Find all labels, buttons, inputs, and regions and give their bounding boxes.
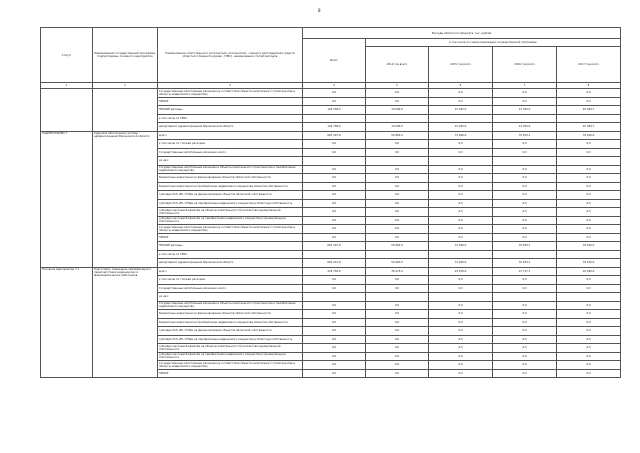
year-value-cell: 0,0 [557,148,621,157]
expense-name-cell: НИОКР [158,233,303,242]
year-value-cell: 0,0 [429,352,493,361]
total-value-cell: 0,0 [303,165,366,174]
year-value-cell: 0,0 [493,199,557,208]
expense-name-cell: Бюджетные инвестиции на финансирование объектов областной собственности [158,174,303,183]
year-value-cell: 0,0 [429,165,493,174]
year-value-cell: 0,0 [557,182,621,191]
expense-name-cell: Государственные капитальные вложения (в соответствии объекта капитального строительства в объекты недвижимого имущества) [158,225,303,234]
total-value-cell: 0,0 [303,276,366,285]
year-value-cell: 0,0 [493,174,557,183]
total-value-cell: 0,0 [303,233,366,242]
year-value-cell: 0,0 [493,225,557,234]
year-value-cell [366,250,429,259]
column-number: 5 [366,83,429,89]
table-row [41,131,621,140]
header-total: Всего [303,39,366,83]
year-value-cell: 0,0 [557,276,621,285]
year-value-cell: 76 879,1 [493,131,557,140]
year-value-cell: 0,0 [557,301,621,310]
year-value-cell: 0,0 [429,327,493,336]
year-value-cell: 0,0 [429,225,493,234]
expense-name-cell: Государственные капитальные вложения в объекты капитального строительства и приобретение недвижимого имущества [158,165,303,174]
total-value-cell [303,157,366,166]
year-value-cell: 0,0 [366,233,429,242]
year-value-cell: 0,0 [557,344,621,353]
expense-name-cell: Государственные капитальные вложения в объекты капитального строительства и приобретение недвижимого имущества [158,301,303,310]
year-value-cell: 0,0 [493,335,557,344]
expense-name-cell: НИОКР [158,97,303,106]
table-row [41,267,621,276]
year-value-cell: 0,0 [429,140,493,149]
expense-name-cell: в том числе по статьям расходов: [158,140,303,149]
expense-name-cell: в том числе по ГРБС: [158,250,303,259]
year-value-cell: 0,0 [366,199,429,208]
year-value-cell [366,114,429,123]
year-value-cell: 0,0 [366,148,429,157]
year-value-cell: 0,0 [366,335,429,344]
expense-name-cell: Бюджетные инвестиции на приобретение недвижимого имущества объектов собственности [158,182,303,191]
year-value-cell: 0,0 [557,165,621,174]
status-cell: ПОДПРОГРАММА 7 [41,131,93,267]
expense-name-cell: субсидии местным бюджетам на приобретение недвижимого имущества в муниципальную собственность [158,216,303,225]
year-value-cell: 0,0 [493,165,557,174]
year-value-cell: 0,0 [366,191,429,200]
expense-name-cell: всего [158,267,303,276]
year-value-cell: 0,0 [493,318,557,327]
expense-name-cell: Государственные капитальные вложения, всего [158,148,303,157]
year-value-cell: 0,0 [366,216,429,225]
year-value-cell: 72 926,0 [429,259,493,268]
year-value-cell: 22 878,0 [429,267,493,276]
year-value-cell: 78 106,0 [557,259,621,268]
expense-name-cell: субсидии ЮЛ, ИП, ГУПам на финансирование объектов областной собственности [158,191,303,200]
year-value-cell: 0,0 [429,344,493,353]
year-value-cell: 0,0 [493,233,557,242]
year-value-cell: 0,0 [429,284,493,293]
year-value-cell: 0,0 [366,97,429,106]
header-year: 2015 год всего [429,47,493,83]
status-cell: Основное мероприятие 7.1 [41,267,93,378]
expense-name-cell: Государственные капитальные вложения (в соответствии объекта капитального строительства в объекты недвижимого имущества) [158,361,303,370]
year-value-cell: 72 926,0 [429,242,493,251]
total-value-cell: 0,0 [303,310,366,319]
year-value-cell: 0,0 [557,361,621,370]
total-value-cell: 681 447,8 [303,242,366,251]
total-value-cell: 0,0 [303,225,366,234]
year-value-cell [493,250,557,259]
year-value-cell: 0,0 [366,301,429,310]
expense-name-cell: НИОКР [158,369,303,378]
table-row [41,89,621,98]
year-value-cell: 0,0 [366,276,429,285]
year-value-cell: 0,0 [366,165,429,174]
total-value-cell [303,293,366,302]
year-value-cell: 0,0 [557,335,621,344]
year-value-cell: 0,0 [493,89,557,98]
total-value-cell: 234 782,6 [303,267,366,276]
year-value-cell: 0,0 [493,276,557,285]
year-value-cell: 0,0 [429,89,493,98]
total-value-cell: 0,0 [303,318,366,327]
year-value-cell: 38 473,0 [366,267,429,276]
year-value-cell [493,293,557,302]
total-value-cell: 0,0 [303,344,366,353]
year-value-cell: 20 384,7 [557,123,621,132]
year-value-cell: 0,0 [493,216,557,225]
year-value-cell: 78 106,0 [557,242,621,251]
year-value-cell: 0,0 [366,284,429,293]
year-value-cell: 0,0 [493,310,557,319]
year-value-cell: 0,0 [429,233,493,242]
year-value-cell: 15 925,0 [429,106,493,115]
total-value-cell: 0,0 [303,174,366,183]
year-value-cell: 0,0 [366,352,429,361]
year-value-cell: 0,0 [557,97,621,106]
expense-name-cell: департамент здравоохранения Воронежской области [158,123,303,132]
year-value-cell: 0,0 [429,174,493,183]
expense-name-cell: Государственные капитальные вложения, всего [158,284,303,293]
year-value-cell: 0,0 [493,301,557,310]
expense-name-cell: из них: [158,157,303,166]
expense-name-cell: департамент здравоохранения Воронежской области [158,259,303,268]
expense-name-cell: в том числе по статьям расходов: [158,276,303,285]
expense-name-cell: Государственные капитальные вложения (в соответствии объекта капитального строительства в объекты недвижимого имущества) [158,89,303,98]
expense-name-cell: ПРОЧИЕ расходы [158,106,303,115]
year-value-cell: 0,0 [493,352,557,361]
year-value-cell: 0,0 [366,174,429,183]
year-value-cell: 0,0 [493,148,557,157]
year-value-cell: 0,0 [429,208,493,217]
total-value-cell: 0,0 [303,208,366,217]
year-value-cell: 0,0 [557,327,621,336]
year-value-cell: 13 350,0 [493,123,557,132]
year-value-cell: 0,0 [366,310,429,319]
expense-name-cell: ПРОЧИЕ расходы [158,242,303,251]
year-value-cell: 10 090,0 [366,106,429,115]
year-value-cell: 54 663,0 [366,131,429,140]
total-value-cell: 0,0 [303,199,366,208]
total-value-cell: 0,0 [303,97,366,106]
year-value-cell: 0,0 [429,361,493,370]
year-value-cell: 0,0 [429,335,493,344]
column-number: 2 [93,83,158,89]
expense-name-cell: субсидии местным бюджетам на приобретение недвижимого имущества в муниципальную собственность [158,352,303,361]
year-value-cell: 0,0 [493,344,557,353]
year-value-cell: 0,0 [366,318,429,327]
year-value-cell: 0,0 [366,225,429,234]
year-value-cell: 54 663,0 [366,242,429,251]
header-year: 2016 год всего [493,47,557,83]
year-value-cell [429,114,493,123]
year-value-cell: 0,0 [493,369,557,378]
total-value-cell: 0,0 [303,148,366,157]
year-value-cell [429,157,493,166]
year-value-cell: 16 948,0 [557,267,621,276]
year-value-cell: 0,0 [557,174,621,183]
year-value-cell [366,157,429,166]
header-year: 2014 год всего [366,47,429,83]
year-value-cell [366,293,429,302]
year-value-cell: 0,0 [366,361,429,370]
column-number: 6 [429,83,493,89]
year-value-cell: 0,0 [493,97,557,106]
year-value-cell: 0,0 [429,276,493,285]
year-value-cell: 76 879,1 [493,259,557,268]
year-value-cell: 13 717,7 [493,267,557,276]
expense-name-cell: всего [158,131,303,140]
year-value-cell: 0,0 [557,191,621,200]
year-value-cell: 0,0 [366,327,429,336]
year-value-cell: 0,0 [429,216,493,225]
total-value-cell: 0,0 [303,335,366,344]
year-value-cell: 72 926,0 [429,131,493,140]
year-value-cell: 0,0 [429,97,493,106]
total-value-cell: 681 447,8 [303,131,366,140]
year-value-cell: 0,0 [557,318,621,327]
year-value-cell: 0,0 [493,361,557,370]
header-expenses: Расходы областного бюджета, тыс. рублей [303,28,621,39]
total-value-cell: 144 768,0 [303,106,366,115]
total-value-cell: 681 447,8 [303,259,366,268]
expense-name-cell: субсидии ЮЛ, ИП, ГУПам на приобретение недвижимого имущества в областную собственность [158,199,303,208]
total-value-cell: 0,0 [303,89,366,98]
total-value-cell: 0,0 [303,369,366,378]
expense-name-cell: Бюджетные инвестиции на финансирование объектов областной собственности [158,310,303,319]
table-body [41,89,621,378]
year-value-cell: 0,0 [493,182,557,191]
year-value-cell: 0,0 [493,327,557,336]
year-value-cell: 0,0 [366,369,429,378]
total-value-cell: 0,0 [303,216,366,225]
year-value-cell: 0,0 [557,199,621,208]
year-value-cell: 0,0 [557,369,621,378]
year-value-cell: 10 090,0 [366,123,429,132]
column-number: 4 [303,83,366,89]
header-program: Наименование государственной программы, подпрограммы, основного мероприятия [93,28,158,83]
year-value-cell: 0,0 [493,191,557,200]
year-value-cell [557,250,621,259]
year-value-cell [493,157,557,166]
total-value-cell [303,114,366,123]
total-value-cell: 0,0 [303,361,366,370]
column-number: 8 [557,83,621,89]
header-status: Статус [41,28,93,83]
total-value-cell: 144 768,0 [303,123,366,132]
year-value-cell: 0,0 [366,182,429,191]
expense-name-cell: субсидии местным бюджетам на объекты капитального строительства муниципальной собственности [158,344,303,353]
year-value-cell: 76 879,1 [493,242,557,251]
year-value-cell [429,293,493,302]
column-number: 3 [158,83,303,89]
expense-name-cell: из них: [158,293,303,302]
total-value-cell [303,250,366,259]
year-value-cell: 15 925,0 [429,123,493,132]
year-value-cell: 0,0 [429,199,493,208]
total-value-cell: 0,0 [303,327,366,336]
year-value-cell: 0,0 [493,208,557,217]
year-value-cell: 20 384,7 [557,106,621,115]
year-value-cell: 0,0 [429,148,493,157]
program-cell: Кадровое обеспечение системы здравоохранения Воронежской области [93,131,158,267]
program-cell: Подготовка, повышение квалификации и переподготовка медицинских и фармацевтических работников [93,267,158,378]
year-value-cell: 0,0 [557,310,621,319]
year-value-cell: 0,0 [366,140,429,149]
year-value-cell: 0,0 [493,284,557,293]
expense-name-cell: в том числе по ГРБС: [158,114,303,123]
year-value-cell: 0,0 [429,191,493,200]
header-by-years: в том числе по годам реализации государственной программы [366,39,621,47]
year-value-cell: 0,0 [429,182,493,191]
page-number: 8 [318,8,321,13]
year-value-cell: 0,0 [429,310,493,319]
header-executor: Наименование ответственного исполнителя, исполнителя - главного распорядителя средств областного бюджета (далее - ГРБС), наименование статей расходов [158,28,303,83]
year-value-cell: 0,0 [429,369,493,378]
total-value-cell: 0,0 [303,140,366,149]
year-value-cell: 0,0 [429,301,493,310]
year-value-cell [557,293,621,302]
year-value-cell: 0,0 [366,344,429,353]
total-value-cell: 0,0 [303,352,366,361]
year-value-cell [557,157,621,166]
year-value-cell: 0,0 [429,318,493,327]
column-number: 1 [41,83,93,89]
year-value-cell [429,250,493,259]
year-value-cell: 0,0 [557,89,621,98]
year-value-cell: 0,0 [557,352,621,361]
year-value-cell [493,114,557,123]
budget-table [40,27,621,378]
total-value-cell: 0,0 [303,301,366,310]
year-value-cell: 0,0 [557,208,621,217]
header-year: 2017 год всего [557,47,621,83]
total-value-cell: 0,0 [303,284,366,293]
year-value-cell: 13 350,0 [493,106,557,115]
year-value-cell: 0,0 [557,284,621,293]
column-number: 7 [493,83,557,89]
status-cell [41,89,93,132]
year-value-cell [557,114,621,123]
expense-name-cell: субсидии ЮЛ, ИП, ГУПам на финансирование объектов областной собственности [158,327,303,336]
expense-name-cell: субсидии ЮЛ, ИП, ГУПам на приобретение недвижимого имущества в областную собственность [158,335,303,344]
year-value-cell: 0,0 [366,89,429,98]
year-value-cell: 0,0 [557,140,621,149]
total-value-cell: 0,0 [303,182,366,191]
year-value-cell: 0,0 [493,140,557,149]
total-value-cell: 0,0 [303,191,366,200]
year-value-cell: 78 106,0 [557,131,621,140]
expense-name-cell: Бюджетные инвестиции на приобретение недвижимого имущества объектов собственности [158,318,303,327]
year-value-cell: 0,0 [557,216,621,225]
program-cell [93,89,158,132]
year-value-cell: 0,0 [557,233,621,242]
year-value-cell: 0,0 [557,225,621,234]
year-value-cell: 0,0 [366,208,429,217]
expense-name-cell: субсидии местным бюджетам на объекты капитального строительства муниципальной собственности [158,208,303,217]
year-value-cell: 54 663,0 [366,259,429,268]
